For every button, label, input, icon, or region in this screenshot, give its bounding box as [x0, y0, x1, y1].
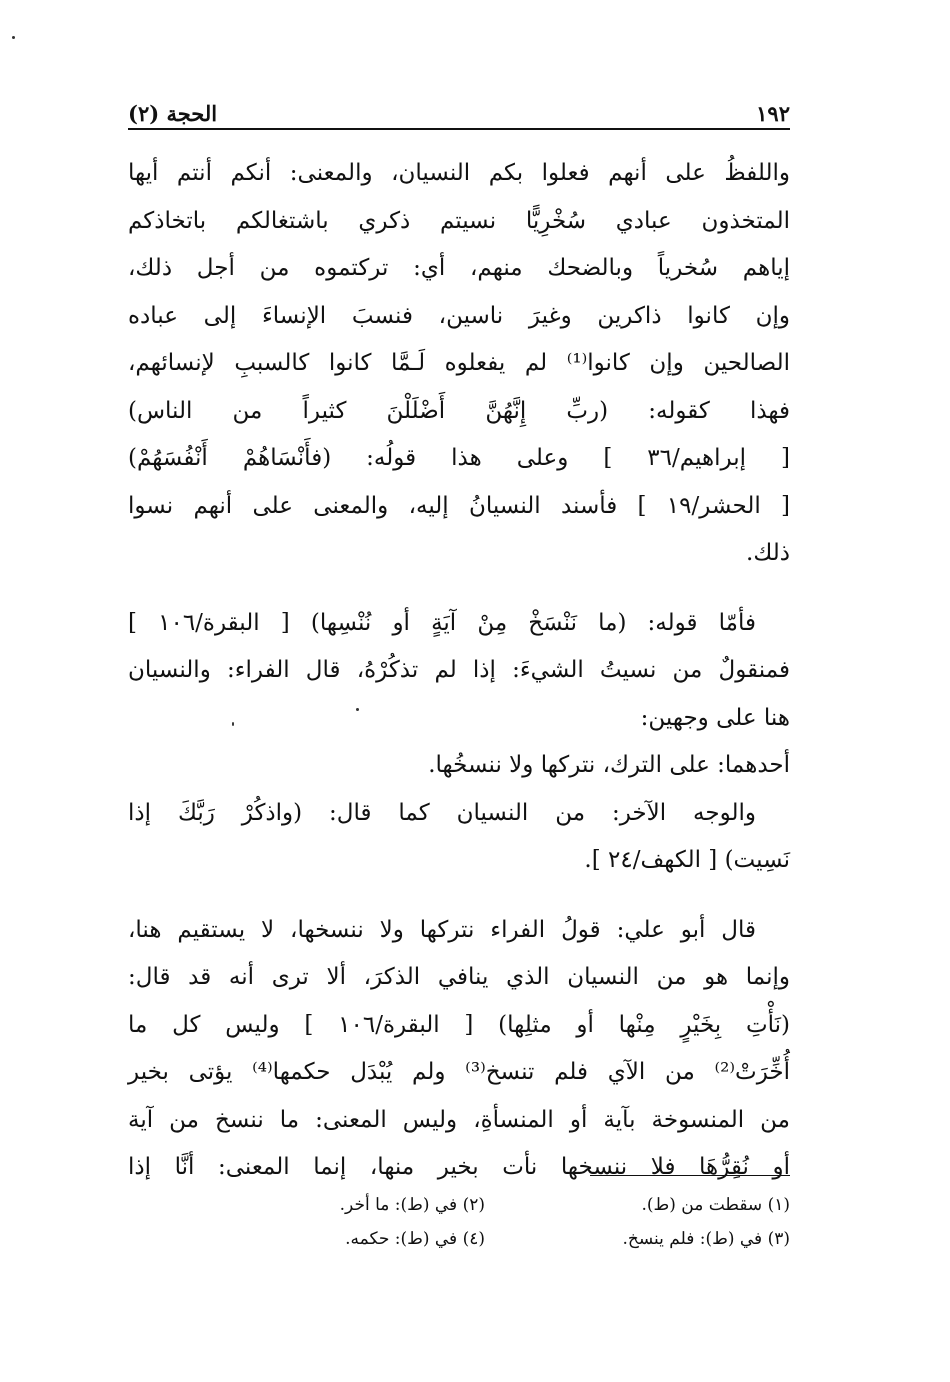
text-line: ذلك. — [746, 540, 790, 566]
footnote-1: (١) سقطت من (ط). — [641, 1195, 790, 1215]
page-header — [128, 92, 790, 126]
footnote-3: (٣) في (ط): فلم ينسخ. — [622, 1229, 790, 1249]
footnote-4: (٤) في (ط): حكمه. — [345, 1229, 485, 1249]
text-line: قال أبو علي: قولُ الفراء نتركها ولا ننسخها، لا يستقيم هنا، — [128, 916, 756, 943]
text-line: إياهم سُخرياً وبالضحك منهم، أي: تركتموه من أجل ذلك، — [128, 255, 790, 281]
text-line: فمنقولٌ من نسيتُ الشيءَ: إذا لم تذكُرْهُ، قال الفراء: والنسيان — [128, 657, 790, 683]
text-line: من المنسوخة بآية أو المنسأةِ، وليس المعنى: ما ننسخ من آية — [128, 1106, 790, 1133]
text-line: أحدهما: على الترك، نتركها ولا ننسخُها. — [428, 752, 790, 778]
footnotes — [200, 1188, 790, 1256]
text-line: نَسِيت) [ الكهف/٢٤ ]. — [584, 847, 790, 873]
text-line: هنا على وجهين: — [640, 704, 790, 731]
text-line: فأمّا قوله: (ما نَنْسَخْ مِنْ آيَةٍ أو نُنْسِها) [ البقرة/١٠٦ ] — [128, 609, 756, 636]
footnote-rule — [590, 1175, 790, 1176]
text-line: وإنما هو من النسيان الذي ينافي الذكرَ، ألا ترى أنه قد قال: — [128, 964, 790, 990]
paragraph-3 — [128, 907, 790, 1192]
text-line: واللفظُ على أنهم فعلوا بكم النسيان، والمعنى: أنكم أنتم أيها — [128, 160, 790, 186]
text-line: [ إبراهيم/٣٦ ] وعلى هذا قولُه: (فأَنْسَاهُمْ أَنْفُسَهُمْ) — [128, 445, 790, 471]
header-rule — [128, 128, 790, 130]
text-line: المتخذون عبادي سُخْرِيًّا نسيتم ذكري باشتغالكم باتخاذكم — [128, 207, 790, 234]
footnote-2: (٢) في (ط): ما أخر. — [339, 1195, 485, 1215]
scan-speck — [232, 722, 234, 726]
text-line: أُخِّرَتْ⁽²⁾ من الآي فلم تنسخ⁽³⁾ ولم يُبْدَل حكمها⁽⁴⁾ يؤتى بخير — [128, 1059, 790, 1085]
text-line: الصالحين وإن كانوا⁽¹⁾ لم يفعلوه لَـمَّا كانوا كالسببِ لإنسائهم، — [128, 350, 790, 376]
text-line: وإن كانوا ذاكرين وغيرَ ناسين، فنسبَ الإنساءَ إلى عباده — [128, 302, 790, 329]
text-line: أو نُقِرُّهَا فلا ننسخها نأت بخير منها، إنما المعنى: أنَّا إذا — [128, 1154, 790, 1180]
running-title: الحجة (٢) — [128, 101, 218, 126]
paragraph-1 — [128, 150, 790, 578]
text-line: والوجه الآخر: من النسيان كما قال: (واذكُرْ رَبَّكَ إذا — [128, 799, 756, 826]
text-line: (نَأْتِ بِخَيْرٍ مِنْها أو مثلِها) [ البقرة/١٠٦ ] وليس كل ما — [128, 1011, 790, 1038]
paragraph-2 — [128, 600, 790, 885]
scan-speck — [12, 36, 15, 39]
scan-speck — [356, 708, 359, 711]
text-line: [ الحشر/١٩ ] فأسند النسيانُ إليه، والمعنى على أنهم نسوا — [128, 492, 790, 519]
page-number: ١٩٢ — [756, 101, 790, 126]
main-text — [128, 150, 790, 1192]
text-line: فهذا كقوله: (ربِّ إِنَّهُنَّ أَضْلَلْنَ كثيراً من الناس) — [128, 397, 790, 424]
